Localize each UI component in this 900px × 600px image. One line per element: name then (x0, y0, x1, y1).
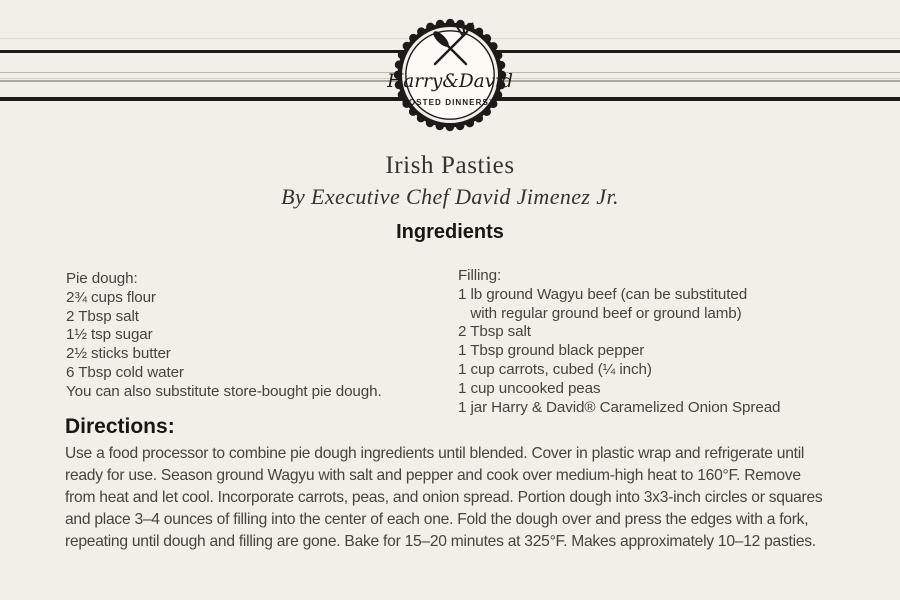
directions-text (65, 443, 822, 553)
ingredient-line: 1 lb ground Wagyu beef (can be substituted (458, 285, 748, 303)
directions-line: ready for use. Season ground Wagyu with salt and pepper and cook over medium-high heat to 160°F. Remove (65, 467, 801, 484)
recipe-title: Irish Pasties (385, 152, 515, 179)
ingredient-line: 1 Tbsp ground black pepper (458, 342, 645, 360)
ingredient-line: 1½ tsp sugar (66, 326, 153, 344)
brand-script-text: Harry&David (387, 71, 513, 92)
ingredient-line: Pie dough: (66, 270, 138, 287)
directions-line: and place 3–4 ounces of filling into the center of each one. Fold the dough over and press the edges with a fork, (65, 511, 809, 528)
ingredient-line: 6 Tbsp cold water (66, 363, 184, 381)
ingredients-right-column (458, 267, 780, 417)
brand-subtitle-text: HOSTED DINNERS™ (401, 98, 499, 107)
ingredients-heading: Ingredients (396, 221, 504, 243)
ingredient-line: 2 Tbsp salt (458, 323, 531, 341)
ingredient-line: with regular ground beef or ground lamb) (458, 304, 742, 322)
directions-line: repeating until dough and filling are gone. Bake for 15–20 minutes at 325°F. Makes approximately 10–12 pasties. (65, 533, 816, 550)
ingredient-line: 2¾ cups flour (66, 288, 156, 306)
directions-heading: Directions: (65, 415, 175, 438)
recipe-byline: By Executive Chef David Jimenez Jr. (281, 184, 619, 209)
directions-line: from heat and let cool. Incorporate carrots, peas, and onion spread. Portion dough into 3x3-inch circles or squares (65, 489, 823, 506)
ingredient-line: 1 cup carrots, cubed (¼ inch) (458, 360, 652, 378)
directions-line: Use a food processor to combine pie dough ingredients until blended. Cover in plastic wrap and refrigerate until (65, 445, 805, 462)
brand-badge (380, 5, 520, 145)
ingredients-left-column (66, 270, 382, 402)
ingredient-line: 1 jar Harry & David® Caramelized Onion Spread (458, 398, 781, 416)
ingredient-line: 2 Tbsp salt (66, 307, 139, 325)
ingredient-line: You can also substitute store-bought pie dough. (66, 382, 382, 400)
ingredient-line: 1 cup uncooked peas (458, 379, 601, 397)
ingredient-line: Filling: (458, 267, 502, 284)
ingredient-line: 2½ sticks butter (66, 345, 171, 363)
